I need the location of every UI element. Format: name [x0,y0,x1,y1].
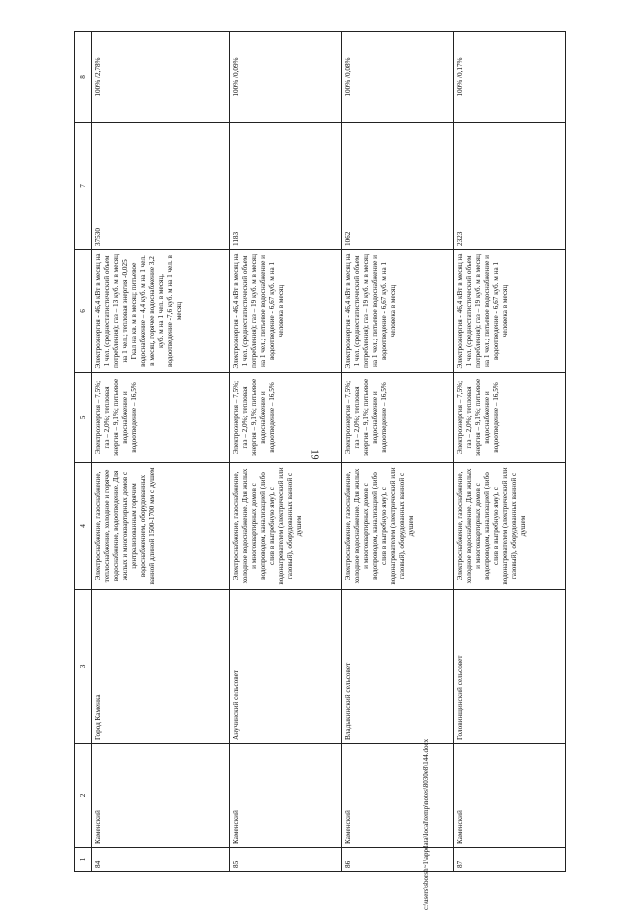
table-row [92,32,230,872]
indices-cell: Электроэнергия – 7,5%; газ – 2,0%; тепловая энергия – 9,1%; питьевое водоснабжение и водоотведение – 16,5% [92,373,230,463]
indices-cell: Электроэнергия – 7,5%; газ – 2,0%; тепловая энергия – 9,1%; питьевое водоснабжение и водоотведение – 16,5% [342,373,454,463]
consumption-cell: Электроэнергия - 46,4 кВт в месяц на 1 чел. (среднестатистический объем потребления); газ – 19 куб. м в месяц на 1 чел.; питьевое водоснабжение и водоотведение - 6,67 куб. м на 1 человека в месяц [454,250,566,373]
rotated-table-container [74,32,566,872]
population-cell: 37530 [92,123,230,250]
services-cell: Электроснабжение, газоснабжение, холодное водоснабжение. Для жилых и многоквартирных домов с водопроводом, канализацией (либо слив в выгребную яму), с водонагревателем (электрический или газовый), оборудованных ванной с душем [454,463,566,590]
file-path-footer: c:\users\sborsh~1\appdata\local\temp\notes\8030e8\144.docx [422,738,430,910]
table-row [454,32,566,872]
consumption-cell: Электроэнергия - 46,4 кВт в месяц на 1 чел. (среднестатистический объем потребления); газ – 19 куб. м в месяц на 1 чел.; питьевое водоснабжение и водоотведение - 6,67 куб. м на 1 человека в месяц [230,250,342,373]
header-cell: 1 [75,848,92,872]
share-cell: 100% /0,09% [230,32,342,123]
district-cell: Каменский [230,744,342,848]
population-cell: 1062 [342,123,454,250]
district-cell: Каменский [92,744,230,848]
population-cell: 1183 [230,123,342,250]
municipality-cell: Город Каменка [92,590,230,744]
share-cell: 100% /0,08% [342,32,454,123]
district-cell: Каменский [342,744,454,848]
services-cell: Электроснабжение, газоснабжение, теплоснабжение, холодное и горячее водоснабжение, водоотведение. Для жилых и многоквартирных домов с централизованным горячим водоснабжением, оборудованных ванной длиной 1500-1700 мм с душем [92,463,230,590]
share-cell: 100% /2,78% [92,32,230,123]
header-cell: 4 [75,463,92,590]
row-number: 85 [230,848,342,872]
header-cell: 5 [75,373,92,463]
consumption-cell: Электроэнергия - 46,4 кВт в месяц на 1 чел. (среднестатистический объем потребления); газ – 13 куб. м в месяц на 1 чел.; тепловая энергия -0,025 Гкал на кв. м в месяц; питьевое водоснабжение – 4,4 куб. м на 1 чел. в месяц, горячее водоснабжение 3,2 куб. м на 1 чел. в месяц, водоотведение -7,6 куб. м на 1 чел. в месяц [92,250,230,373]
table-row [342,32,454,872]
row-number: 87 [454,848,566,872]
indices-cell: Электроэнергия – 7,5%; газ – 2,0%; тепловая энергия – 9,1%; питьевое водоснабжение и водоотведение – 16,5% [454,373,566,463]
page-number: 19 [308,449,320,460]
table-row [230,32,342,872]
share-cell: 100% /0,17% [454,32,566,123]
header-cell: 3 [75,590,92,744]
consumption-cell: Электроэнергия - 46,4 кВт в месяц на 1 чел. (среднестатистический объем потребления); газ – 19 куб. м в месяц на 1 чел.; питьевое водоснабжение и водоотведение - 6,67 куб. м на 1 человека в месяц [342,250,454,373]
services-cell: Электроснабжение, газоснабжение, холодное водоснабжение. Для жилых и многоквартирных домов с водопроводом, канализацией (либо слив в выгребную яму), с водонагревателем (электрический или газовый), оборудованных ванной с душем [342,463,454,590]
population-cell: 2323 [454,123,566,250]
municipality-cell: Головинщинский сельсовет [454,590,566,744]
data-table [74,31,566,872]
municipality-cell: Анучинский сельсовет [230,590,342,744]
header-cell: 6 [75,250,92,373]
row-number: 84 [92,848,230,872]
indices-cell: Электроэнергия – 7,5%; газ – 2,0%; тепловая энергия – 9,1%; питьевое водоснабжение и водоотведение – 16,5% [230,373,342,463]
municipality-cell: Владыкинский сельсовет [342,590,454,744]
district-cell: Каменский [454,744,566,848]
services-cell: Электроснабжение, газоснабжение, холодное водоснабжение. Для жилых и многоквартирных домов с водопроводом, канализацией (либо слив в выгребную яму), с водонагревателем (электрический или газовый), оборудованных ванной с душем [230,463,342,590]
table-header-row [75,32,92,872]
header-cell: 7 [75,123,92,250]
header-cell: 8 [75,32,92,123]
row-number: 86 [342,848,454,872]
header-cell: 2 [75,744,92,848]
